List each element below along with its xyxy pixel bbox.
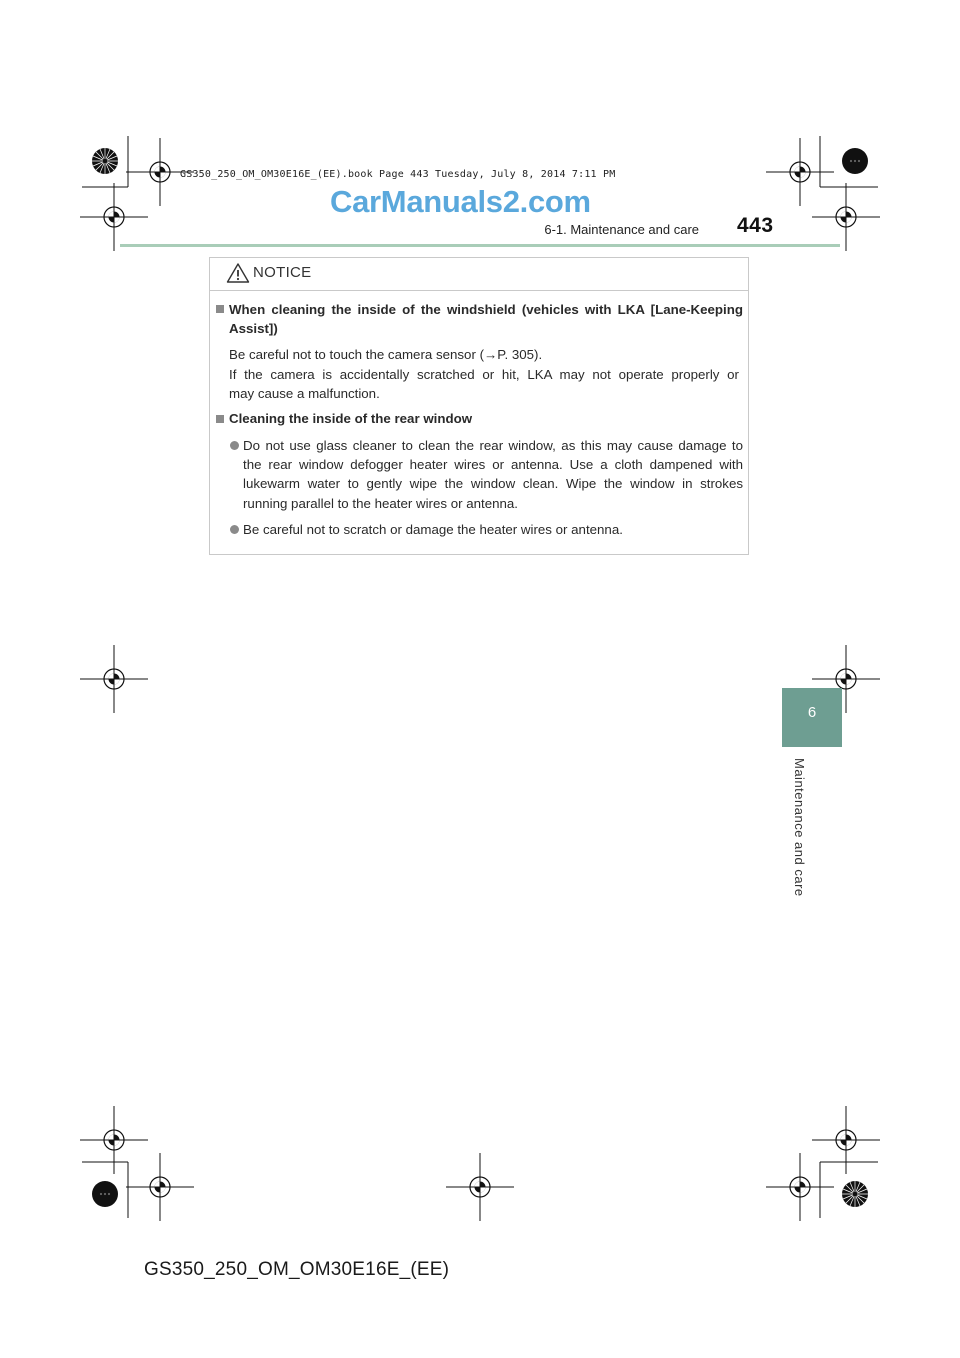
square-bullet-icon bbox=[216, 305, 224, 313]
chapter-label: Maintenance and care bbox=[792, 758, 807, 897]
registration-mark-icon bbox=[80, 645, 148, 713]
registration-mark-icon bbox=[446, 1153, 514, 1221]
registration-mark-icon bbox=[126, 1153, 194, 1221]
section-heading-cont: Assist]) bbox=[229, 321, 278, 336]
bullet-text: the rear window defogger heater wires or antenna. Use a cloth dampened with bbox=[243, 457, 743, 472]
registration-mark-icon bbox=[80, 183, 148, 251]
round-bullet-icon bbox=[230, 525, 239, 534]
chapter-number: 6 bbox=[807, 704, 817, 721]
section-heading: Cleaning the inside of the rear window bbox=[229, 411, 473, 426]
notice-title: NOTICE bbox=[253, 264, 312, 281]
color-calibration-wheel-icon bbox=[842, 148, 868, 174]
body-text: may cause a malfunction. bbox=[229, 386, 380, 401]
bullet-text: running parallel to the heater wires or antenna. bbox=[243, 496, 518, 511]
color-calibration-wheel-icon bbox=[842, 1181, 868, 1207]
section-heading: When cleaning the inside of the windshield (vehicles with LKA [Lane-Keeping bbox=[229, 302, 743, 317]
bullet-text: Be careful not to scratch or damage the heater wires or antenna. bbox=[243, 522, 623, 537]
warning-triangle-icon bbox=[226, 262, 250, 284]
section-title: 6-1. Maintenance and care bbox=[544, 222, 699, 237]
notice-divider bbox=[210, 290, 748, 291]
color-calibration-wheel-icon bbox=[92, 1181, 118, 1207]
registration-mark-icon bbox=[766, 1153, 834, 1221]
page-number: 443 bbox=[737, 214, 774, 237]
registration-mark-icon bbox=[812, 1106, 880, 1174]
print-info-line: GS350_250_OM_OM30E16E_(EE).book Page 443 Tuesday, July 8, 2014 7:11 PM bbox=[180, 169, 616, 180]
header-rule bbox=[120, 244, 840, 247]
registration-mark-icon bbox=[80, 1106, 148, 1174]
body-text: Be careful not to touch the camera sensor (→P. 305). bbox=[229, 347, 543, 362]
registration-mark-icon bbox=[766, 138, 834, 206]
chapter-tab bbox=[782, 688, 842, 747]
bullet-text: lukewarm water to gently wipe the window clean. Wipe the window in strokes bbox=[243, 476, 743, 491]
registration-mark-icon bbox=[812, 183, 880, 251]
bullet-text: Do not use glass cleaner to clean the rear window, as this may cause damage to bbox=[243, 438, 743, 453]
square-bullet-icon bbox=[216, 415, 224, 423]
body-text: If the camera is accidentally scratched or hit, LKA may not operate properly or bbox=[229, 367, 739, 382]
document-code: GS350_250_OM_OM30E16E_(EE) bbox=[144, 1259, 450, 1280]
watermark-text: CarManuals2.com bbox=[330, 184, 591, 219]
color-calibration-wheel-icon bbox=[92, 148, 118, 174]
round-bullet-icon bbox=[230, 441, 239, 450]
